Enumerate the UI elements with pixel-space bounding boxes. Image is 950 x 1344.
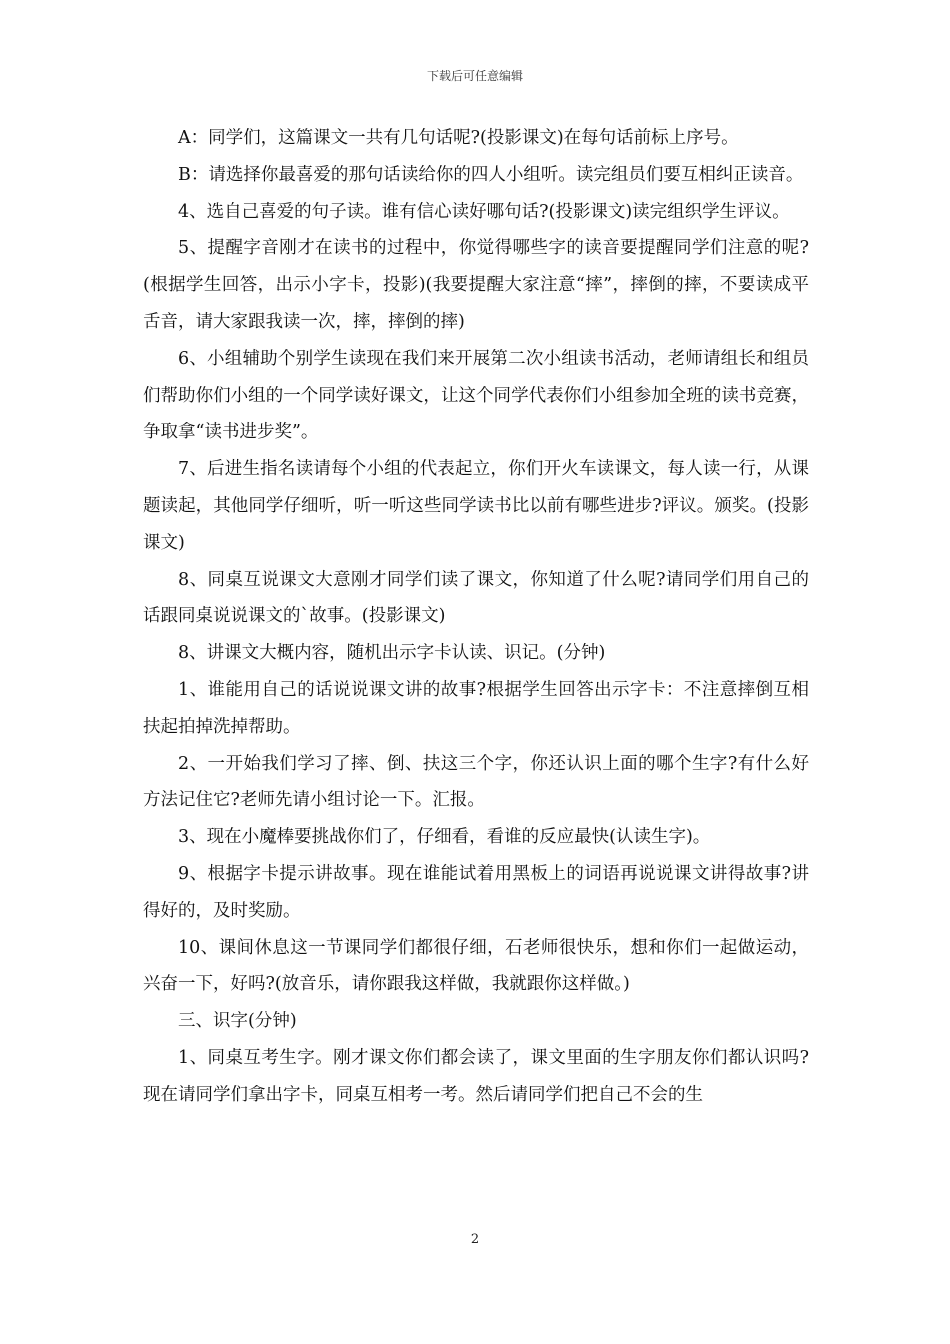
- paragraph: 6、小组辅助个别学生读现在我们来开展第二次小组读书活动，老师请组长和组员们帮助你们小组的一个同学读好课文，让这个同学代表你们小组参加全班的读书竞赛，争取拿“读书进步奖”。: [143, 348, 809, 443]
- page-header: 下载后可任意编辑: [426, 69, 523, 83]
- page-number: 2: [470, 1232, 480, 1247]
- paragraph: 10、课间休息这一节课同学们都很仔细，石老师很快乐，想和你们一起做运动，兴奋一下，好吗?(放音乐，请你跟我这样做，我就跟你这样做。): [143, 937, 809, 995]
- paragraph: 7、后进生指名读请每个小组的代表起立，你们开火车读课文，每人读一行，从课题读起，其他同学仔细听，听一听这些同学读书比以前有哪些进步?评议。颁奖。(投影课文): [143, 459, 809, 553]
- paragraph: 1、同桌互考生字。刚才课文你们都会读了，课文里面的生字朋友你们都认识吗?现在请同学们拿出字卡，同桌互相考一考。然后请同学们把自己不会的生: [143, 1047, 809, 1105]
- paragraph: A：同学们，这篇课文一共有几句话呢?(投影课文)在每句话前标上序号。: [178, 128, 739, 148]
- paragraph: 9、根据字卡提示讲故事。现在谁能试着用黑板上的词语再说说课文讲得故事?讲得好的，及时奖励。: [143, 863, 809, 921]
- paragraph: 1、谁能用自己的话说说课文讲的故事?根据学生回答出示字卡：不注意摔倒互相扶起拍掉洗掉帮助。: [143, 679, 809, 737]
- paragraph: 5、提醒字音刚才在读书的过程中，你觉得哪些字的读音要提醒同学们注意的呢?(根据学生回答，出示小字卡，投影)(我要提醒大家注意“摔”，摔倒的摔，不要读成平舌音，请大家跟我读一次，摔，摔倒的摔): [143, 238, 809, 332]
- document-body: [143, 120, 809, 1114]
- paragraph: 3、现在小魔棒要挑战你们了，仔细看，看谁的反应最快(认读生字)。: [178, 827, 711, 848]
- paragraph: 8、讲课文大概内容，随机出示字卡认读、识记。(分钟): [178, 643, 606, 664]
- paragraph: 三、识字(分钟): [178, 1011, 297, 1032]
- paragraph: 8、同桌互说课文大意刚才同学们读了课文，你知道了什么呢?请同学们用自己的话跟同桌说说课文的`故事。(投影课文): [143, 569, 809, 627]
- paragraph: 4、选自己喜爱的句子读。谁有信心读好哪句话?(投影课文)读完组织学生评议。: [178, 201, 790, 222]
- paragraph: 2、一开始我们学习了摔、倒、扶这三个字，你还认识上面的哪个生字?有什么好方法记住它?老师先请小组讨论一下。汇报。: [143, 753, 809, 811]
- paragraph: B：请选择你最喜爱的那句话读给你的四人小组听。读完组员们要互相纠正读音。: [178, 164, 804, 185]
